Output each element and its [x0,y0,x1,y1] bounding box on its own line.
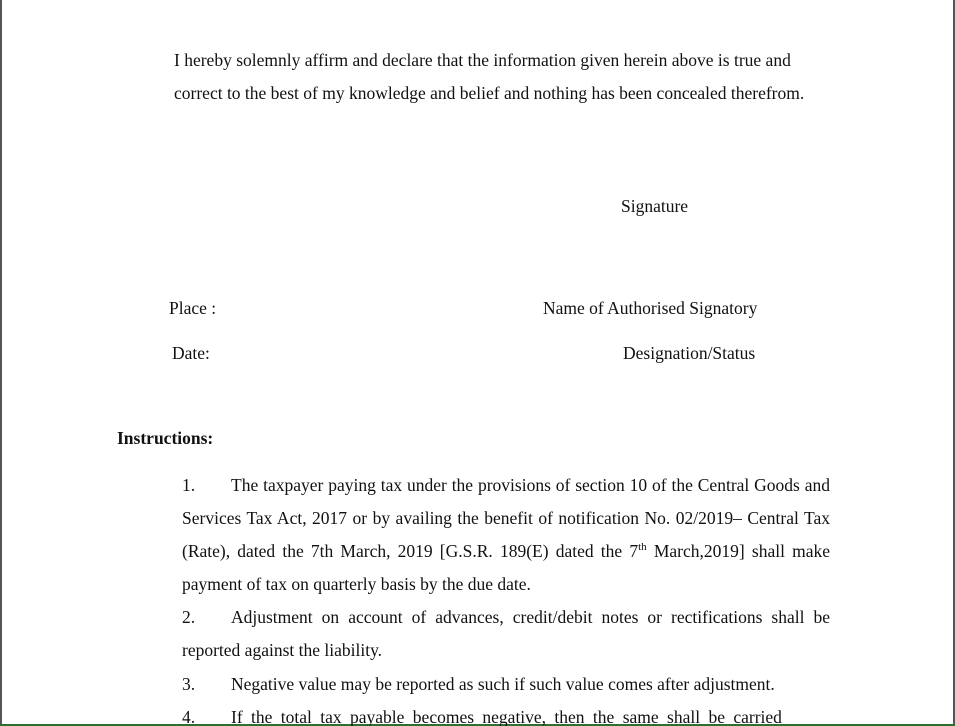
instruction-text-cont: March,2019] shall make payment of tax on quarterly basis by the due date. [182,541,831,594]
declaration-text: I hereby solemnly affirm and declare that the information given herein above is true and correct to the best of my knowledge and belief and nothing has been concealed therefrom. [174,50,805,103]
signature-label: Signature [621,196,689,216]
instruction-text: Adjustment on account of advances, credit/debit notes or rectifications shall be reported against the liability. [182,607,830,660]
instruction-item-3 [182,668,830,701]
instruction-number: 1. [182,475,196,495]
date-label: Date: [172,343,210,363]
instruction-item-1 [182,469,830,601]
authorised-signatory-label: Name of Authorised Signatory [543,298,758,318]
instruction-superscript: th [638,541,647,554]
page-left-edge [0,0,2,726]
instruction-item-2 [182,601,830,667]
instruction-number: 4. [182,707,196,726]
instruction-number: 3. [182,674,196,694]
instruction-number: 2. [182,607,196,627]
instruction-item-4 [182,701,830,726]
instruction-text: If the total tax payable becomes negative, then the same shall be carried [231,707,782,726]
designation-label: Designation/Status [623,343,756,363]
instruction-text: The taxpayer paying tax under the provisions of section 10 of the Central Goods and Services Tax Act, 2017 or by availing the benefit of notification No. 02/2019– Central Tax (Rate), dated the 7th March, 2019 [G.S.R. 189(E) dated the 7 [182,475,830,561]
instructions-heading: Instructions: [117,428,214,448]
instruction-text: Negative value may be reported as such if such value comes after adjustment. [231,674,775,694]
place-label: Place : [169,298,217,318]
